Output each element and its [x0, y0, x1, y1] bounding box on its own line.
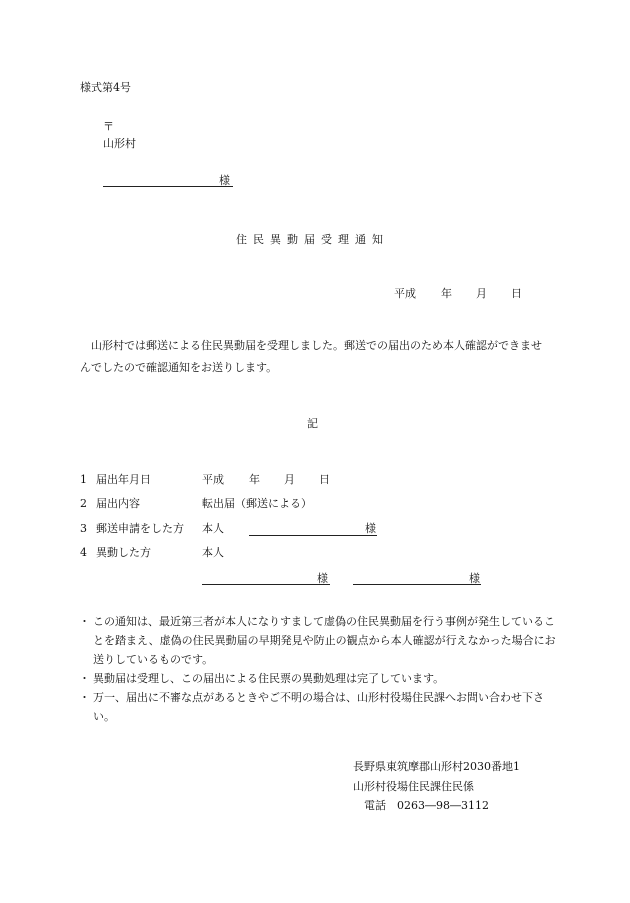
item-label: 届出内容 — [96, 497, 140, 510]
footer-phone-number: 0263―98―3112 — [397, 799, 489, 812]
footer-office: 山形村役場住民課住民係 — [353, 780, 474, 793]
item-suffix: 様 — [365, 522, 376, 535]
form-number: 様式第4号 — [80, 81, 131, 94]
note-bullet: ・ — [79, 672, 90, 685]
moved-person-name-line-1 — [202, 584, 330, 585]
note-bullet: ・ — [79, 691, 90, 704]
note-3 — [79, 688, 559, 726]
recipient-suffix: 様 — [219, 174, 230, 187]
item-suffix-1: 様 — [317, 572, 328, 585]
footer-address: 長野県東筑摩郡山形村2030番地1 — [353, 760, 520, 773]
item-month-unit: 月 — [284, 473, 295, 486]
item-number: 4 — [80, 546, 87, 559]
ki-heading: 記 — [307, 417, 318, 430]
item-value: 転出届（郵送による） — [202, 497, 312, 510]
note-2 — [79, 669, 559, 688]
date-month-unit: 月 — [476, 287, 487, 300]
item-label: 郵送申請をした方 — [96, 522, 184, 535]
applicant-name-line — [249, 535, 377, 536]
body-paragraph: 山形村では郵送による住民異動届を受理しました。郵送での届出のため本人確認ができませんでしたので確認通知をお送りします。 — [80, 339, 542, 374]
moved-person-name-line-2 — [353, 584, 481, 585]
note-text: 異動届は受理し、この届出による住民票の異動処理は完了しています。 — [93, 672, 445, 685]
note-bullet: ・ — [79, 615, 90, 628]
note-1 — [79, 612, 559, 669]
postal-mark: 〒 — [103, 120, 114, 133]
item-label: 届出年月日 — [96, 473, 151, 486]
item-number: 1 — [80, 473, 87, 486]
note-text: この通知は、最近第三者が本人になりすまして虚偽の住民異動届を行う事例が発生していることを踏まえ、虚偽の住民異動届の早期発見や防止の観点から本人確認が行えなかった場合にお送りしているものです。 — [93, 615, 556, 666]
recipient-name-line — [103, 186, 233, 187]
date-day-unit: 日 — [511, 287, 522, 300]
item-suffix-2: 様 — [469, 572, 480, 585]
item-number: 3 — [80, 522, 87, 535]
item-year-unit: 年 — [249, 473, 260, 486]
item-day-unit: 日 — [319, 473, 330, 486]
date-era: 平成 — [394, 287, 416, 300]
item-label: 異動した方 — [96, 546, 151, 559]
note-text: 万一、届出に不審な点があるときやご不明の場合は、山形村役場住民課へお問い合わせ下さい。 — [93, 691, 544, 723]
document-title: 住民異動届受理通知 — [236, 233, 389, 246]
date-year-unit: 年 — [441, 287, 452, 300]
item-number: 2 — [80, 497, 87, 510]
item-value: 本人 — [202, 546, 224, 559]
footer-phone-label: 電話 — [364, 799, 386, 812]
address-village: 山形村 — [103, 137, 136, 150]
item-era: 平成 — [202, 473, 224, 486]
item-value: 本人 — [202, 522, 224, 535]
